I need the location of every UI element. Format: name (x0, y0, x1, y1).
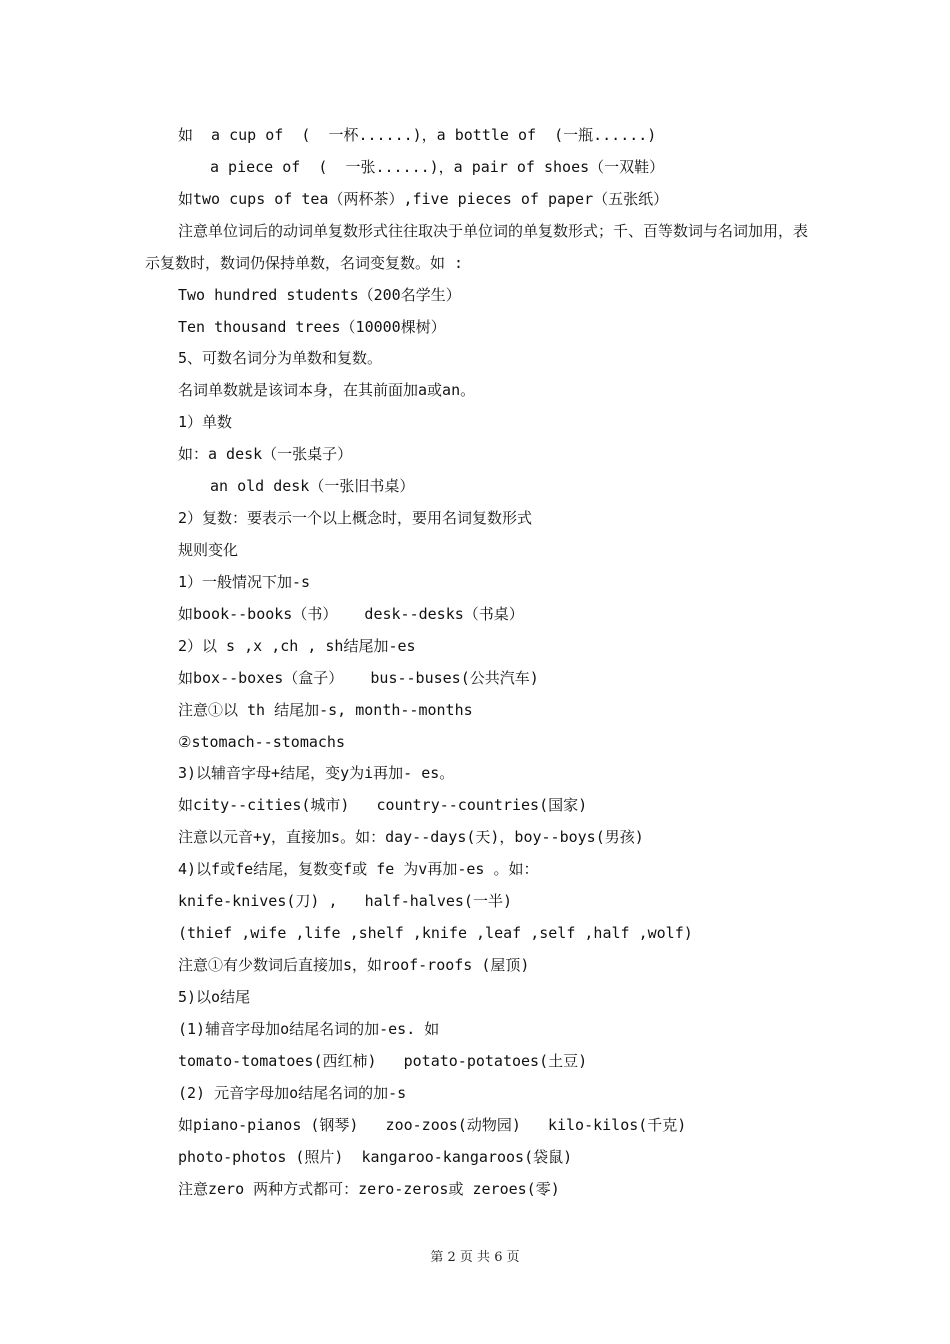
text-line: 如city--cities(城市) country--countries(国家) (178, 796, 588, 814)
text-line: tomato-tomatoes(西红柿) potato-potatoes(土豆) (178, 1052, 588, 1070)
text-line: 4)以f或fe结尾，复数变f或 fe 为v再加-es 。如： (178, 860, 539, 878)
text-line: 注意①以 th 结尾加-s, month--months (178, 701, 473, 719)
text-line: 如book--books（书） desk--desks（书桌） (178, 605, 524, 623)
text-line: 名词单数就是该词本身，在其前面加a或an。 (178, 381, 476, 399)
text-line: 注意zero 两种方式都可：zero-zeros或 zeroes(零) (178, 1180, 560, 1198)
text-line: 如：a desk（一张桌子） (178, 445, 353, 463)
text-line: 注意以元音+y，直接加s。如：day--days(天)，boy--boys(男孩) (178, 828, 644, 846)
text-line: a piece of ( 一张......)，a pair of shoes（一双鞋） (210, 158, 665, 176)
text-line: 2）复数：要表示一个以上概念时，要用名词复数形式 (178, 509, 533, 527)
text-line: 2）以 s ,x ,ch , sh结尾加-es (178, 637, 416, 655)
text-line: 如box--boxes（盒子） bus--buses(公共汽车) (178, 669, 539, 687)
text-line: 5)以o结尾 (178, 988, 251, 1006)
text-line: photo-photos (照片) kangaroo-kangaroos(袋鼠) (178, 1148, 573, 1166)
text-line: Ten thousand trees（10000棵树） (178, 318, 446, 336)
text-line: (1)辅音字母加o结尾名词的加-es. 如 (178, 1020, 440, 1038)
paragraph: 注意单位词后的动词单复数形式往往取决于单位词的单复数形式；千、百等数词与名词加用，表示复数时，数词仍保持单数，名词变复数。如 : (145, 222, 809, 272)
text-line: 规则变化 (178, 541, 239, 559)
text-line: 如two cups of tea（两杯茶）,five pieces of paper（五张纸） (178, 190, 669, 208)
text-line: (thief ,wife ,life ,shelf ,knife ,leaf ,self ,half ,wolf) (178, 924, 693, 942)
text-line: Two hundred students（200名学生） (178, 286, 461, 304)
text-line: 3)以辅音字母+结尾，变y为i再加- es。 (178, 764, 455, 782)
text-line: 如 a cup of ( 一杯......)，a bottle of (一瓶......) (178, 126, 657, 144)
text-line: 1）单数 (178, 413, 233, 431)
text-line: 5、可数名词分为单数和复数。 (178, 349, 383, 367)
text-line: 1）一般情况下加-s (178, 573, 311, 591)
text-line: ②stomach--stomachs (178, 733, 345, 751)
text-line: 注意①有少数词后直接加s，如roof-roofs (屋顶) (178, 956, 530, 974)
text-line: an old desk（一张旧书桌） (210, 477, 415, 495)
text-line: 如piano-pianos (钢琴) zoo-zoos(动物园) kilo-kilos(千克) (178, 1116, 687, 1134)
page-number-footer: 第 2 页 共 6 页 (430, 1250, 520, 1265)
text-line: (2) 元音字母加o结尾名词的加-s (178, 1084, 407, 1102)
text-line: knife-knives(刀) , half-halves(一半) (178, 892, 512, 910)
